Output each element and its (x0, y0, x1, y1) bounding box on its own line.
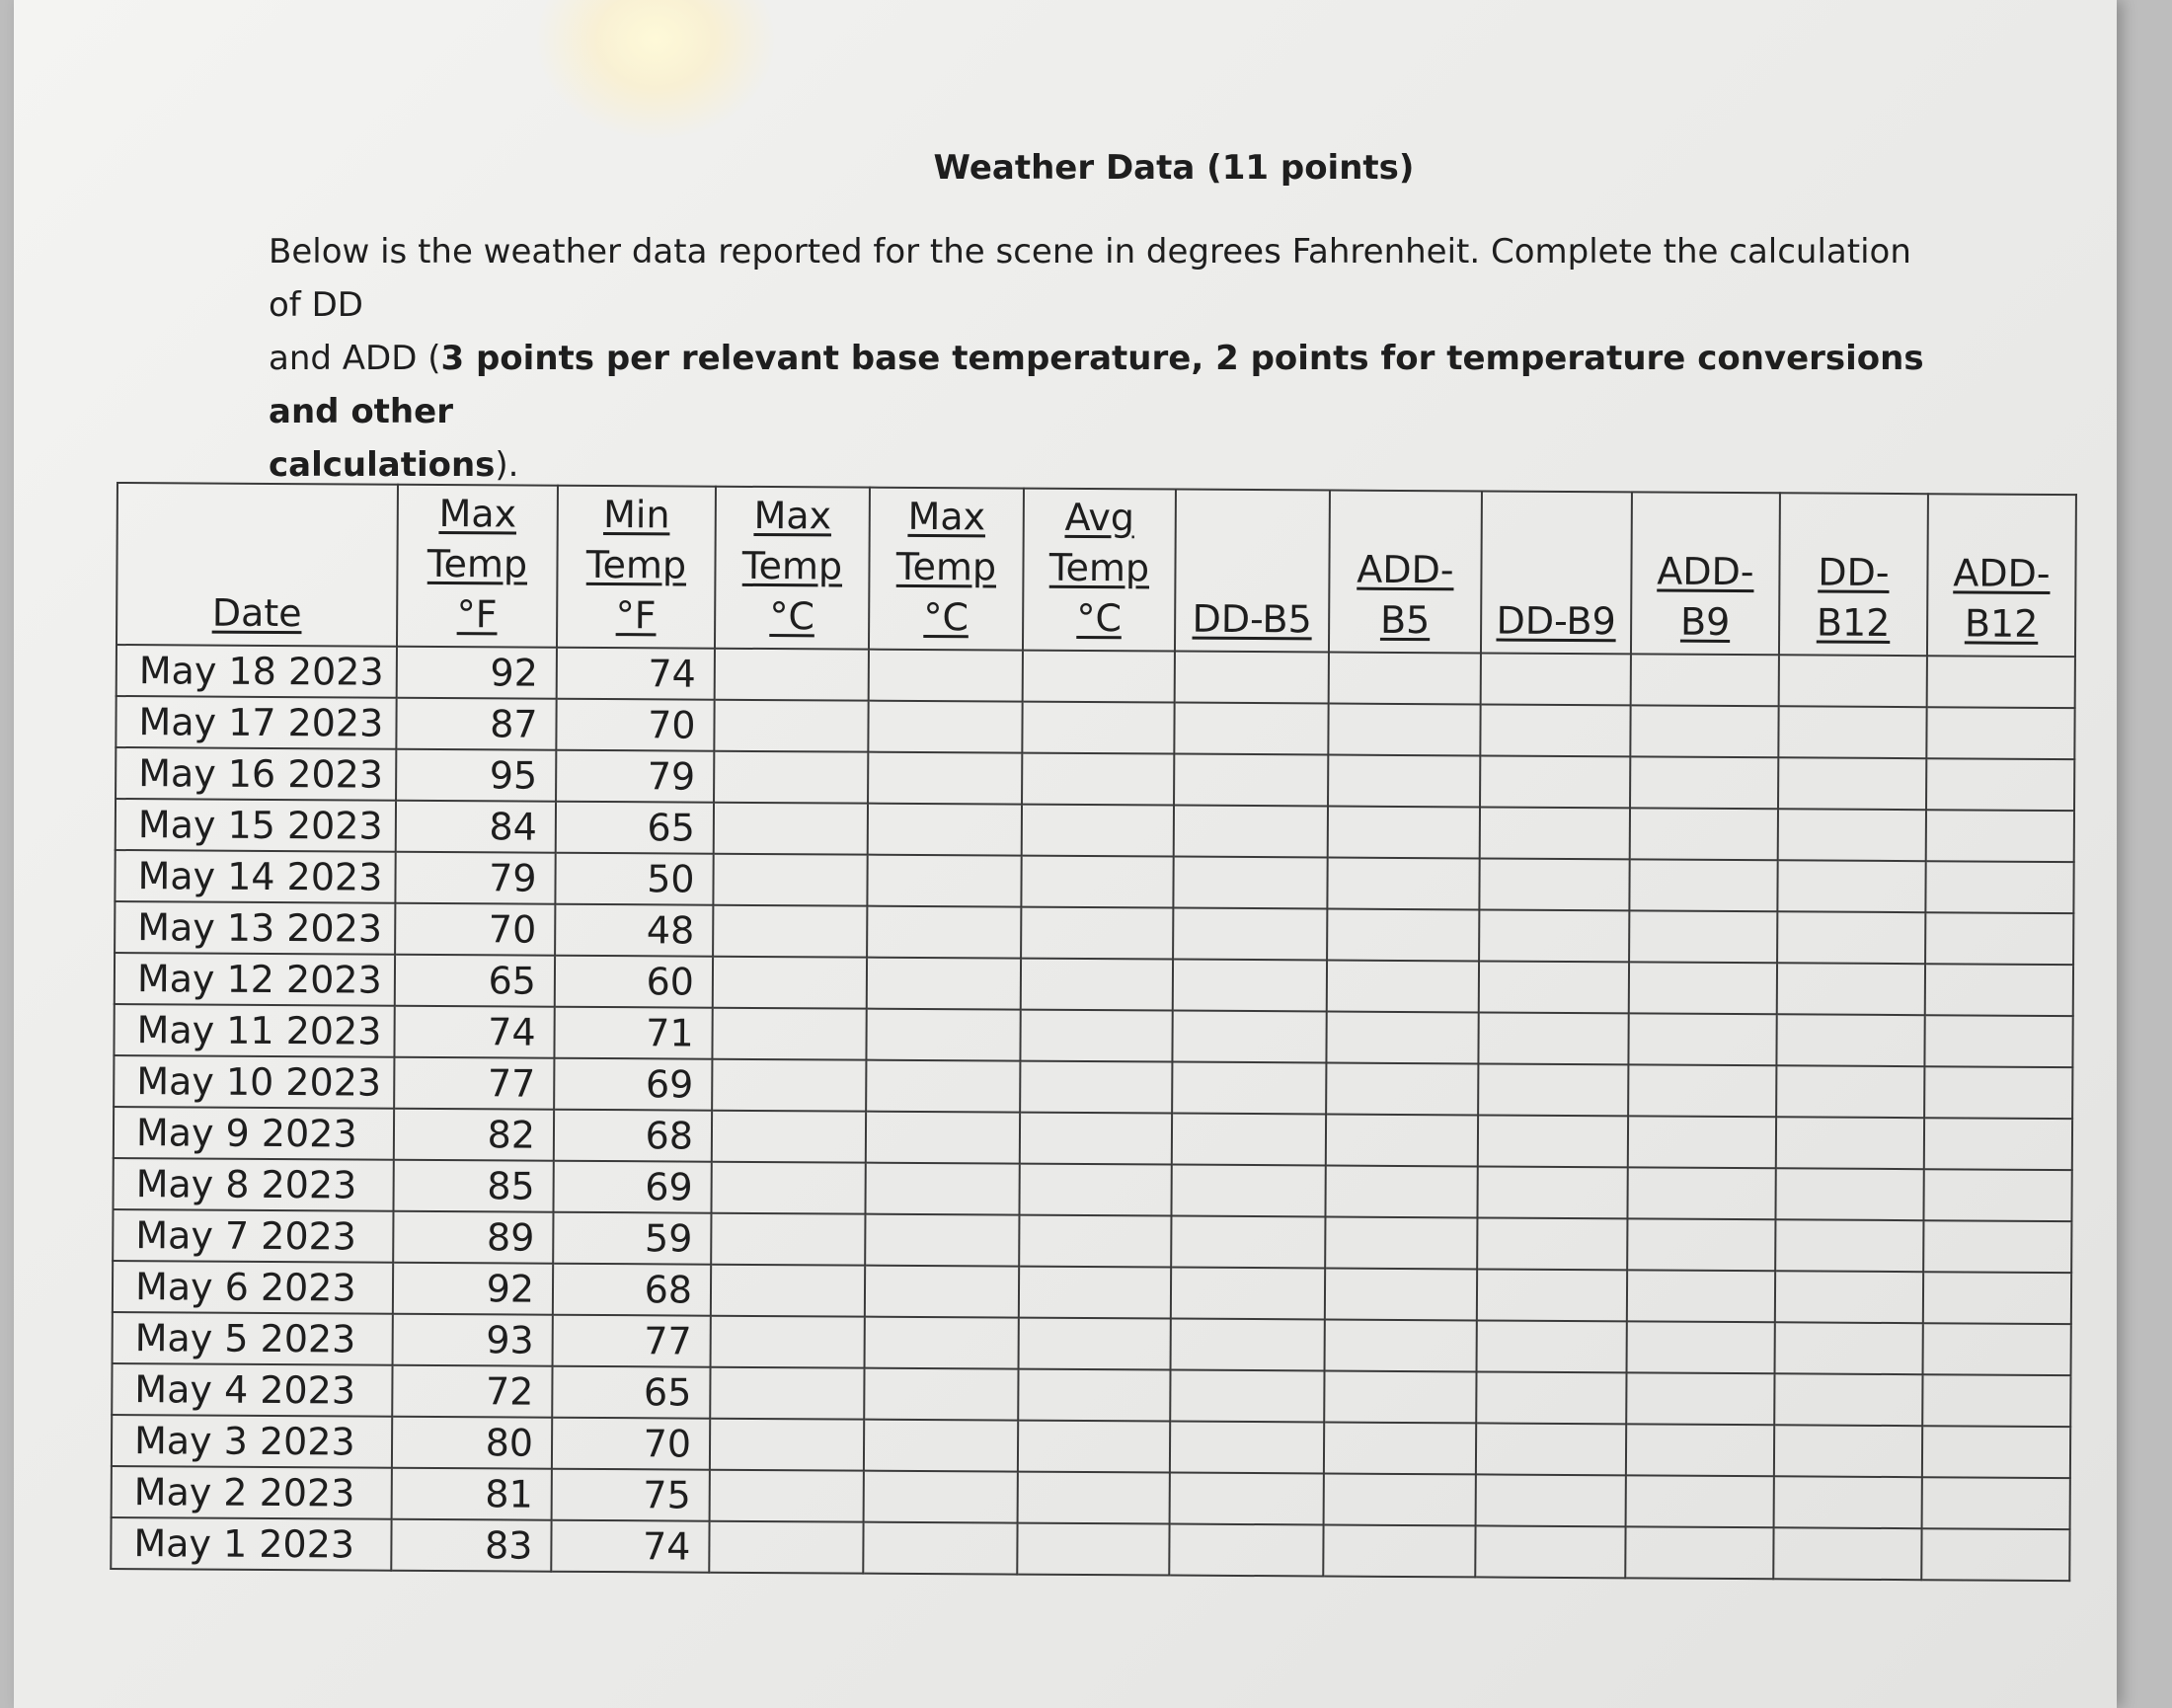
blank-answer-cell (865, 1266, 1019, 1318)
blank-answer-cell (712, 1059, 866, 1112)
blank-answer-cell (1477, 1217, 1627, 1270)
blank-answer-cell (1625, 1526, 1773, 1579)
blank-answer-cell (1172, 1062, 1326, 1115)
blank-answer-cell (869, 650, 1023, 702)
blank-answer-cell (1773, 1527, 1921, 1580)
column-header-text: B12 (1816, 600, 1891, 645)
column-header (715, 487, 870, 650)
blank-answer-cell (1628, 1064, 1776, 1117)
blank-answer-cell (709, 1521, 863, 1574)
min-temp-f-cell: 68 (553, 1264, 711, 1316)
light-glare (537, 0, 774, 138)
date-cell: May 15 2023 (116, 799, 396, 852)
min-temp-f-cell: 70 (552, 1418, 710, 1470)
weather-table-container (110, 482, 2077, 1582)
blank-answer-cell (1326, 1114, 1478, 1166)
blank-answer-cell (1778, 757, 1926, 810)
blank-answer-cell (863, 1522, 1017, 1575)
blank-answer-cell (1923, 1272, 2071, 1324)
blank-answer-cell (1775, 1271, 1923, 1323)
blank-answer-cell (1170, 1473, 1324, 1525)
blank-answer-cell (1477, 1166, 1627, 1218)
blank-answer-cell (1326, 1011, 1478, 1063)
blank-answer-cell (1778, 809, 1926, 861)
column-header (1779, 493, 1928, 656)
blank-answer-cell (1630, 756, 1778, 809)
blank-answer-cell (1626, 1424, 1774, 1476)
max-temp-f-cell: 84 (396, 801, 556, 853)
date-cell: May 14 2023 (115, 850, 395, 903)
blank-answer-cell (1775, 1219, 1923, 1272)
instructions-line-3-plain: ). (495, 445, 519, 485)
column-header-text: B12 (1964, 601, 2039, 646)
max-temp-f-cell: 87 (396, 698, 556, 750)
blank-answer-cell (1019, 1267, 1171, 1319)
column-header-text: Min (602, 493, 670, 537)
blank-answer-cell (867, 906, 1021, 959)
max-temp-f-cell: 82 (394, 1109, 554, 1161)
instructions-line-2-bold: 3 points per relevant base temperature, 2 points for temperature conversions and other (269, 339, 1924, 431)
blank-answer-cell (1922, 1374, 2070, 1427)
blank-answer-cell (1779, 655, 1927, 707)
blank-answer-cell (1329, 653, 1481, 705)
blank-answer-cell (1927, 656, 2075, 708)
table-body (111, 645, 2075, 1581)
blank-answer-cell (1926, 707, 2074, 759)
column-header-text: Temp (895, 544, 997, 589)
min-temp-f-cell: 65 (556, 802, 714, 854)
blank-answer-cell (1327, 960, 1479, 1012)
blank-answer-cell (1172, 1011, 1326, 1063)
instructions-line-1: Below is the weather data reported for the scene in degrees Fahrenheit. Complete the calculation of DD (269, 232, 1911, 325)
column-header-text: Max (753, 493, 832, 538)
blank-answer-cell (1923, 1323, 2071, 1375)
blank-answer-cell (1324, 1422, 1476, 1474)
blank-answer-cell (1475, 1525, 1625, 1578)
date-cell: May 5 2023 (113, 1312, 393, 1365)
blank-answer-cell (1174, 806, 1328, 858)
instructions-line-3-bold: calculations (269, 445, 496, 485)
blank-answer-cell (1926, 758, 2074, 811)
blank-answer-cell (1325, 1216, 1477, 1269)
weather-data-table (110, 482, 2077, 1582)
max-temp-f-cell: 72 (392, 1365, 552, 1418)
date-cell: May 18 2023 (116, 645, 397, 698)
date-cell: May 12 2023 (115, 953, 395, 1006)
blank-answer-cell (1631, 654, 1779, 706)
blank-answer-cell (1478, 1115, 1628, 1167)
blank-answer-cell (1019, 1164, 1171, 1216)
blank-answer-cell (866, 1112, 1020, 1164)
blank-answer-cell (1925, 964, 2073, 1016)
column-header-text: °C (769, 594, 815, 639)
date-cell: May 16 2023 (116, 747, 396, 801)
min-temp-f-cell: 74 (551, 1520, 709, 1573)
blank-answer-cell (1924, 1066, 2072, 1119)
blank-answer-cell (1479, 961, 1629, 1013)
date-cell: May 17 2023 (116, 696, 396, 749)
blank-answer-cell (1478, 1012, 1628, 1064)
blank-answer-cell (1477, 1269, 1627, 1321)
column-header-text: DD- (1818, 550, 1890, 594)
min-temp-f-cell: 50 (555, 853, 713, 905)
max-temp-f-cell: 65 (395, 955, 555, 1007)
max-temp-f-cell: 77 (394, 1057, 554, 1110)
max-temp-f-cell: 92 (393, 1263, 553, 1315)
blank-answer-cell (1327, 858, 1479, 910)
max-temp-f-cell: 93 (393, 1314, 553, 1366)
blank-answer-cell (1630, 808, 1778, 860)
date-cell: May 6 2023 (113, 1261, 393, 1314)
min-temp-f-cell: 79 (556, 750, 714, 803)
column-header (1175, 490, 1330, 653)
blank-answer-cell (1626, 1475, 1774, 1527)
blank-answer-cell (1626, 1372, 1774, 1425)
blank-answer-cell (1022, 702, 1174, 754)
blank-answer-cell (711, 1213, 865, 1266)
blank-answer-cell (1325, 1165, 1477, 1217)
column-header-text: Temp (741, 543, 843, 588)
blank-answer-cell (1328, 755, 1480, 808)
date-cell: May 10 2023 (114, 1055, 394, 1109)
max-temp-f-cell: 95 (396, 749, 556, 802)
max-temp-f-cell: 81 (392, 1468, 552, 1520)
blank-answer-cell (713, 854, 867, 906)
min-temp-f-cell: 71 (554, 1007, 712, 1059)
min-temp-f-cell: 77 (553, 1315, 711, 1367)
max-temp-f-cell: 79 (395, 852, 555, 904)
blank-answer-cell (710, 1470, 864, 1522)
blank-answer-cell (1480, 807, 1630, 859)
blank-answer-cell (1020, 1010, 1172, 1062)
min-temp-f-cell: 74 (557, 648, 715, 700)
column-header (1329, 491, 1482, 654)
blank-answer-cell (1629, 859, 1777, 911)
blank-answer-cell (1629, 962, 1777, 1014)
blank-answer-cell (1778, 706, 1926, 758)
blank-answer-cell (714, 751, 868, 804)
instructions-line-2 (269, 332, 1947, 438)
instructions (269, 225, 1947, 492)
date-cell: May 9 2023 (114, 1107, 394, 1160)
blank-answer-cell (868, 701, 1022, 753)
blank-answer-cell (1175, 652, 1329, 704)
blank-answer-cell (1926, 810, 2074, 862)
blank-answer-cell (1173, 857, 1327, 909)
blank-answer-cell (868, 804, 1022, 856)
min-temp-f-cell: 75 (552, 1469, 710, 1521)
max-temp-f-cell: 92 (397, 647, 557, 699)
blank-answer-cell (1775, 1168, 1923, 1220)
blank-answer-cell (864, 1471, 1018, 1523)
blank-answer-cell (1021, 856, 1173, 908)
blank-answer-cell (1777, 860, 1925, 912)
blank-answer-cell (711, 1162, 865, 1214)
date-cell: May 2 2023 (112, 1466, 392, 1519)
blank-answer-cell (1481, 653, 1631, 705)
column-header (557, 486, 716, 649)
min-temp-f-cell: 59 (553, 1212, 711, 1265)
column-header-text: °F (456, 592, 498, 637)
column-header-text: DD-B5 (1192, 596, 1312, 642)
blank-answer-cell (1328, 807, 1480, 859)
min-temp-f-cell: 70 (556, 699, 714, 751)
blank-answer-cell (1171, 1165, 1325, 1217)
blank-answer-cell (1174, 754, 1328, 807)
blank-answer-cell (1923, 1169, 2071, 1221)
column-header-text: °C (1076, 595, 1123, 641)
blank-answer-cell (1774, 1476, 1922, 1528)
blank-answer-cell (1019, 1215, 1171, 1268)
blank-answer-cell (1173, 960, 1327, 1012)
blank-answer-cell (1476, 1423, 1626, 1475)
blank-answer-cell (864, 1420, 1018, 1472)
column-header-text: Date (211, 590, 302, 636)
blank-answer-cell (1171, 1216, 1325, 1269)
blank-answer-cell (1480, 755, 1630, 808)
blank-answer-cell (1022, 753, 1174, 806)
blank-answer-cell (1923, 1220, 2071, 1273)
blank-answer-cell (1324, 1473, 1476, 1525)
max-temp-f-cell: 83 (391, 1519, 551, 1572)
blank-answer-cell (712, 1111, 866, 1163)
blank-answer-cell (714, 803, 868, 855)
blank-answer-cell (1170, 1370, 1324, 1423)
blank-answer-cell (1776, 1065, 1924, 1118)
column-header (1481, 491, 1632, 654)
blank-answer-cell (1476, 1474, 1626, 1526)
column-header-text: Temp (585, 542, 687, 587)
blank-answer-cell (1921, 1528, 2069, 1581)
blank-answer-cell (1327, 908, 1479, 961)
min-temp-f-cell: 48 (555, 904, 713, 957)
blank-answer-cell (714, 700, 868, 752)
blank-answer-cell (1325, 1268, 1477, 1320)
column-header-text: Temp (1048, 545, 1150, 590)
blank-answer-cell (1020, 1113, 1172, 1165)
table-row (111, 1517, 2069, 1581)
min-temp-f-cell: 60 (555, 956, 713, 1008)
min-temp-f-cell: 69 (554, 1058, 712, 1111)
blank-answer-cell (1924, 1015, 2072, 1067)
blank-answer-cell (710, 1367, 864, 1420)
blank-answer-cell (865, 1317, 1019, 1369)
blank-answer-cell (1479, 909, 1629, 962)
blank-answer-cell (713, 957, 867, 1009)
date-cell: May 8 2023 (113, 1158, 393, 1211)
column-header-text: B5 (1379, 597, 1431, 643)
min-temp-f-cell: 69 (553, 1161, 711, 1213)
column-header (397, 485, 558, 648)
blank-answer-cell (1326, 1062, 1478, 1115)
date-cell: May 1 2023 (111, 1517, 391, 1571)
blank-answer-cell (1922, 1477, 2070, 1529)
blank-answer-cell (712, 1008, 866, 1060)
blank-answer-cell (1324, 1370, 1476, 1423)
blank-answer-cell (1172, 1114, 1326, 1166)
blank-answer-cell (1173, 908, 1327, 961)
blank-answer-cell (1922, 1426, 2070, 1478)
date-cell: May 3 2023 (112, 1415, 392, 1468)
blank-answer-cell (1774, 1425, 1922, 1477)
blank-answer-cell (711, 1265, 865, 1317)
blank-answer-cell (1628, 1013, 1776, 1065)
blank-answer-cell (1171, 1268, 1325, 1320)
blank-answer-cell (1627, 1218, 1775, 1271)
blank-answer-cell (1925, 912, 2073, 965)
blank-answer-cell (1170, 1422, 1324, 1474)
page-title: Weather Data (11 points) (933, 148, 1415, 188)
max-temp-f-cell: 74 (394, 1006, 554, 1058)
column-header-text: ADD- (1953, 551, 2051, 595)
blank-answer-cell (1023, 651, 1175, 703)
blank-answer-cell (1777, 963, 1925, 1015)
blank-answer-cell (868, 752, 1022, 805)
blank-answer-cell (1017, 1523, 1169, 1576)
min-temp-f-cell: 68 (554, 1110, 712, 1162)
column-header-text: Max (907, 494, 986, 539)
max-temp-f-cell: 85 (393, 1160, 553, 1212)
blank-answer-cell (866, 1060, 1020, 1113)
column-header-text: DD-B9 (1496, 598, 1616, 644)
blank-answer-cell (1776, 1014, 1924, 1066)
column-header-text: Temp (427, 541, 528, 586)
column-header-text: Avg (1064, 495, 1135, 540)
blank-answer-cell (1018, 1421, 1170, 1473)
column-header-text: °C (923, 594, 970, 640)
column-header-text: ADD- (1657, 549, 1754, 594)
blank-answer-cell (1323, 1524, 1475, 1577)
blank-answer-cell (1325, 1319, 1477, 1371)
blank-answer-cell (713, 905, 867, 958)
blank-answer-cell (1476, 1371, 1626, 1424)
min-temp-f-cell: 65 (552, 1366, 710, 1419)
column-header (1023, 489, 1176, 652)
worksheet-page (14, 0, 2117, 1708)
blank-answer-cell (1480, 704, 1630, 756)
blank-answer-cell (867, 855, 1021, 907)
blank-answer-cell (865, 1214, 1019, 1267)
blank-answer-cell (1775, 1322, 1923, 1374)
max-temp-f-cell: 70 (395, 903, 555, 956)
blank-answer-cell (866, 1009, 1020, 1061)
blank-answer-cell (864, 1368, 1018, 1421)
column-header-text: B9 (1679, 599, 1731, 644)
max-temp-f-cell: 80 (392, 1417, 552, 1469)
column-header (1631, 492, 1780, 655)
blank-answer-cell (1171, 1319, 1325, 1371)
blank-answer-cell (1477, 1320, 1627, 1372)
blank-answer-cell (1627, 1167, 1775, 1219)
blank-answer-cell (1777, 911, 1925, 964)
blank-answer-cell (1627, 1321, 1775, 1373)
blank-answer-cell (711, 1316, 865, 1368)
column-header (1927, 494, 2076, 657)
blank-answer-cell (1018, 1369, 1170, 1422)
blank-answer-cell (1627, 1270, 1775, 1322)
table-header-row (116, 483, 2076, 657)
instructions-line-2-plain: and ADD ( (269, 339, 441, 378)
column-header (116, 483, 398, 647)
blank-answer-cell (1478, 1063, 1628, 1116)
column-header-text: °F (615, 593, 657, 638)
date-cell: May 7 2023 (113, 1209, 393, 1263)
blank-answer-cell (715, 649, 869, 701)
date-cell: May 13 2023 (115, 901, 395, 955)
blank-answer-cell (1628, 1116, 1776, 1168)
max-temp-f-cell: 89 (393, 1211, 553, 1264)
blank-answer-cell (865, 1163, 1019, 1215)
blank-answer-cell (1479, 858, 1629, 910)
blank-answer-cell (1630, 705, 1778, 757)
blank-answer-cell (1018, 1472, 1170, 1524)
date-cell: May 11 2023 (114, 1004, 394, 1057)
blank-answer-cell (1022, 805, 1174, 857)
blank-answer-cell (1774, 1373, 1922, 1426)
blank-answer-cell (1021, 959, 1173, 1011)
blank-answer-cell (1021, 907, 1173, 960)
blank-answer-cell (1924, 1118, 2072, 1170)
column-header-text: Max (438, 491, 517, 536)
blank-answer-cell (1174, 703, 1328, 755)
blank-answer-cell (1169, 1524, 1323, 1577)
blank-answer-cell (1328, 704, 1480, 756)
blank-answer-cell (710, 1419, 864, 1471)
column-header-text: ADD- (1357, 547, 1454, 592)
date-cell: May 4 2023 (112, 1363, 392, 1417)
blank-answer-cell (1776, 1117, 1924, 1169)
blank-answer-cell (1629, 910, 1777, 963)
blank-answer-cell (1019, 1318, 1171, 1370)
blank-answer-cell (1020, 1061, 1172, 1114)
blank-answer-cell (1925, 861, 2073, 913)
column-header (869, 488, 1024, 651)
blank-answer-cell (867, 958, 1021, 1010)
